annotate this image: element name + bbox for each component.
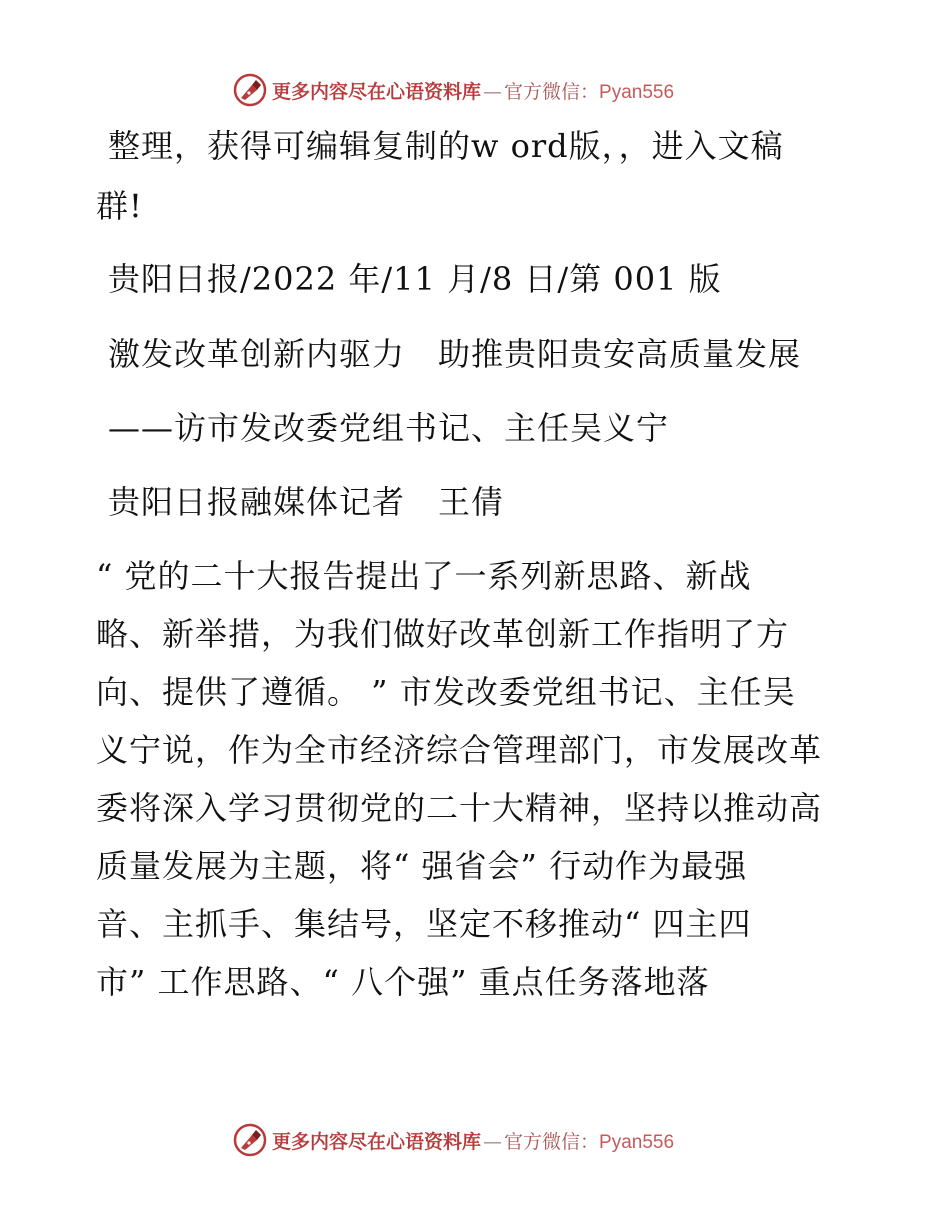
- pen-nib-logo-icon: [232, 72, 268, 108]
- body-line: 质量发展为主题，将“ 强省会” 行动作为最强: [96, 847, 748, 885]
- pen-nib-logo-icon: [232, 1122, 268, 1158]
- article-subheadline: ——访市发改委党组书记、主任吴义宁: [108, 409, 670, 447]
- article-headline: 激发改革创新内驱力 助推贵阳贵安高质量发展: [108, 335, 802, 373]
- intro-line: 群!: [96, 187, 143, 225]
- body-line: 略、新举措，为我们做好改革创新工作指明了方: [96, 615, 790, 653]
- watermark-separator: —: [483, 80, 503, 103]
- watermark-separator: —: [483, 1130, 503, 1153]
- body-line: “ 党的二十大报告提出了一系列新思路、新战: [96, 557, 752, 595]
- watermark-wechat-id: Pyan556: [599, 1131, 675, 1153]
- body-line: 委将深入学习贯彻党的二十大精神，坚持以推动高: [96, 789, 823, 827]
- intro-line: 整理，获得可编辑复制的w ord版，，进入文稿: [108, 127, 784, 165]
- watermark-wechat-id: Pyan556: [599, 81, 675, 103]
- watermark-title: 更多内容尽在心语资料库: [272, 1130, 482, 1153]
- source-line: 贵阳日报/2022 年/11 月/8 日/第 001 版: [108, 260, 722, 298]
- watermark-official-label: 官方微信：: [504, 80, 600, 103]
- article-byline: 贵阳日报融媒体记者 王倩: [108, 483, 505, 521]
- body-line: 音、主抓手、集结号，坚定不移推动“ 四主四: [96, 905, 752, 943]
- body-line: 义宁说，作为全市经济综合管理部门，市发展改革: [96, 731, 823, 769]
- header-watermark-banner: [232, 70, 674, 110]
- watermark-title: 更多内容尽在心语资料库: [272, 80, 482, 103]
- watermark-official-label: 官方微信：: [504, 1130, 600, 1153]
- footer-watermark-banner: [232, 1120, 674, 1160]
- body-line: 向、提供了遵循。 ” 市发改委党组书记、主任吴: [96, 673, 796, 711]
- body-line: 市” 工作思路、“ 八个强” 重点任务落地落: [96, 963, 710, 1001]
